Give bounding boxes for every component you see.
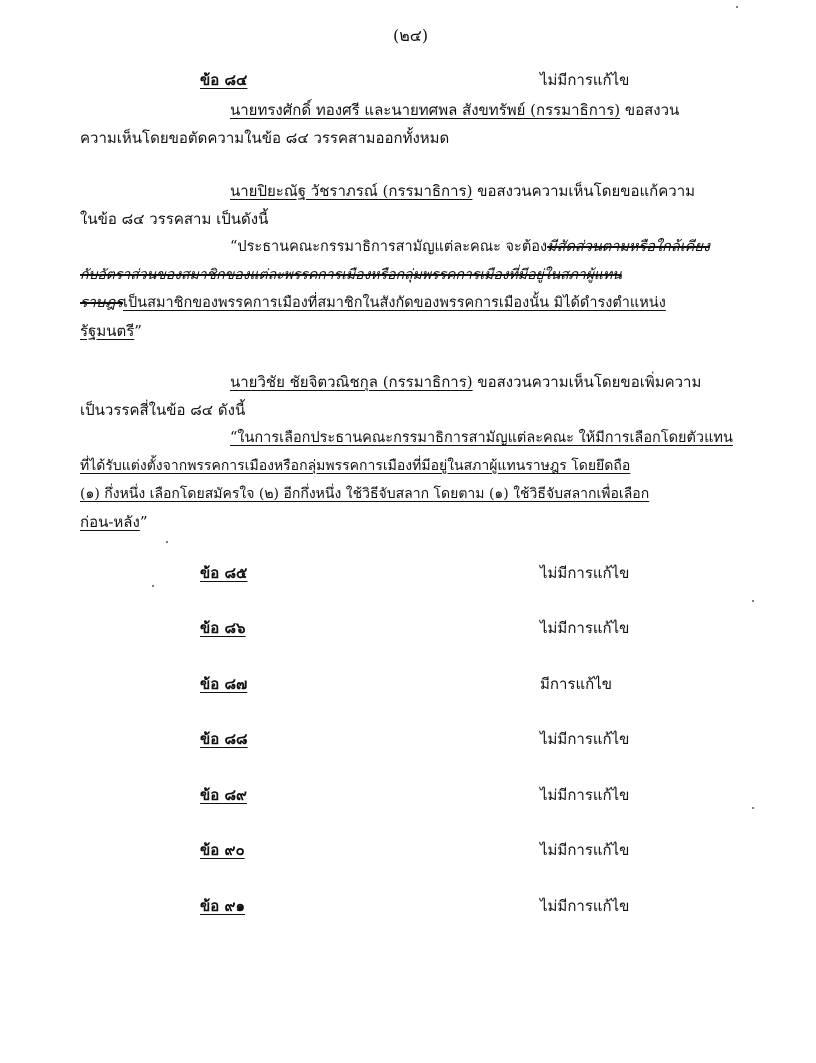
inserted-text-2: รัฐมนตรี: [80, 322, 135, 340]
reservation-3-line-2: เป็นวรรคสี่ในข้อ ๘๔ ดังนี้: [80, 401, 246, 419]
deleted-text-3: ราษฎร: [80, 295, 124, 311]
section-status: ไม่มีการแก้ไข: [540, 619, 630, 637]
section-status: ไม่มีการแก้ไข: [540, 841, 630, 859]
quote-close-3: ”: [139, 513, 148, 531]
scan-speck: [752, 807, 754, 809]
section-status: ไม่มีการแก้ไข: [540, 564, 630, 582]
commissioner-name-3: นายวิชัย ชัยจิตวณิชกุล (กรรมาธิการ): [230, 373, 473, 391]
scan-speck: [166, 541, 168, 543]
reservation-1-line-1: [230, 103, 679, 118]
reservation-1-text: ขอสงวน: [620, 101, 680, 119]
deleted-text-1: มีสัดส่วนตามหรือใกล้เคียง: [547, 239, 710, 255]
section-status: ไม่มีการแก้ไข: [540, 897, 630, 915]
section-heading: ข้อ ๘๙: [200, 786, 248, 804]
amendment-2-quote-start: “ประธานคณะกรรมาธิการสามัญแต่ละคณะ จะต้อง: [230, 239, 548, 255]
section-status-84: ไม่มีการแก้ไข: [540, 71, 630, 89]
page-number: (๒๔): [393, 26, 429, 45]
amendment-2-quote-line-1: [230, 240, 710, 255]
section-heading: ข้อ ๘๘: [200, 730, 248, 748]
reservation-2-line-2: ในข้อ ๘๔ วรรคสาม เป็นดังนี้: [80, 210, 269, 228]
scan-speck: [752, 600, 754, 602]
reservation-1-line-2: ความเห็นโดยขอตัดความในข้อ ๘๔ วรรคสามออกทั้งหมด: [80, 129, 450, 147]
reservation-2-text: ขอสงวนความเห็นโดยขอแก้ความ: [472, 182, 696, 200]
reservation-3-line-1: [230, 375, 701, 390]
section-status: ไม่มีการแก้ไข: [540, 786, 630, 804]
section-heading: ข้อ ๘๖: [200, 619, 246, 637]
inserted-text-3: ก่อน-หลัง: [80, 513, 140, 531]
section-heading: ข้อ ๘๕: [200, 564, 248, 582]
amendment-3-quote-line-3: (๑) กึ่งหนึ่ง เลือกโดยสมัครใจ (๒) อีกกึ่งหนึ่ง ใช้วิธีจับสลาก โดยตาม (๑) ใช้วิธีจับสลากเพื่อเลือก: [80, 486, 650, 502]
scan-speck: [152, 585, 154, 587]
section-status: ไม่มีการแก้ไข: [540, 730, 630, 748]
section-heading: ข้อ ๙๐: [200, 841, 245, 859]
amendment-3-quote-line-1: “ในการเลือกประธานคณะกรรมาธิการสามัญแต่ละคณะ ให้มีการเลือกโดยตัวแทน: [230, 430, 733, 446]
section-heading: ข้อ ๙๑: [200, 897, 245, 915]
inserted-text-1: เป็นสมาชิกของพรรคการเมืองที่สมาชิกในสังกัดของพรรคการเมืองนั้น มิได้ดำรงตำแหน่ง: [123, 295, 666, 311]
reservation-2-line-1: [230, 184, 695, 199]
amendment-3-quote-line-4: [80, 515, 148, 530]
deleted-text-2: กับอัตราส่วนของสมาชิกของแต่ละพรรคการเมืองหรือกลุ่มพรรคการเมืองที่มีอยู่ในสภาผู้แทน: [80, 267, 622, 283]
section-status: มีการแก้ไข: [540, 675, 612, 693]
commissioner-name-2: นายปิยะณัฐ วัชราภรณ์ (กรรมาธิการ): [230, 182, 473, 200]
section-heading-84: ข้อ ๘๔: [200, 71, 248, 89]
scan-speck: [736, 6, 738, 8]
amendment-2-quote-line-3: [80, 296, 666, 311]
amendment-3-quote-line-2: ที่ได้รับแต่งตั้งจากพรรคการเมืองหรือกลุ่มพรรคการเมืองที่มีอยู่ในสภาผู้แทนราษฎร โดยยึดถือ: [80, 458, 631, 474]
amendment-2-quote-line-4: [80, 324, 142, 339]
quote-close-2: ”: [134, 322, 142, 340]
section-heading: ข้อ ๘๗: [200, 675, 248, 693]
commissioner-name-1: นายทรงศักดิ์ ทองศรี และนายทศพล สังขทรัพย์ (กรรมาธิการ): [230, 101, 621, 119]
reservation-3-text: ขอสงวนความเห็นโดยขอเพิ่มความ: [472, 373, 702, 391]
